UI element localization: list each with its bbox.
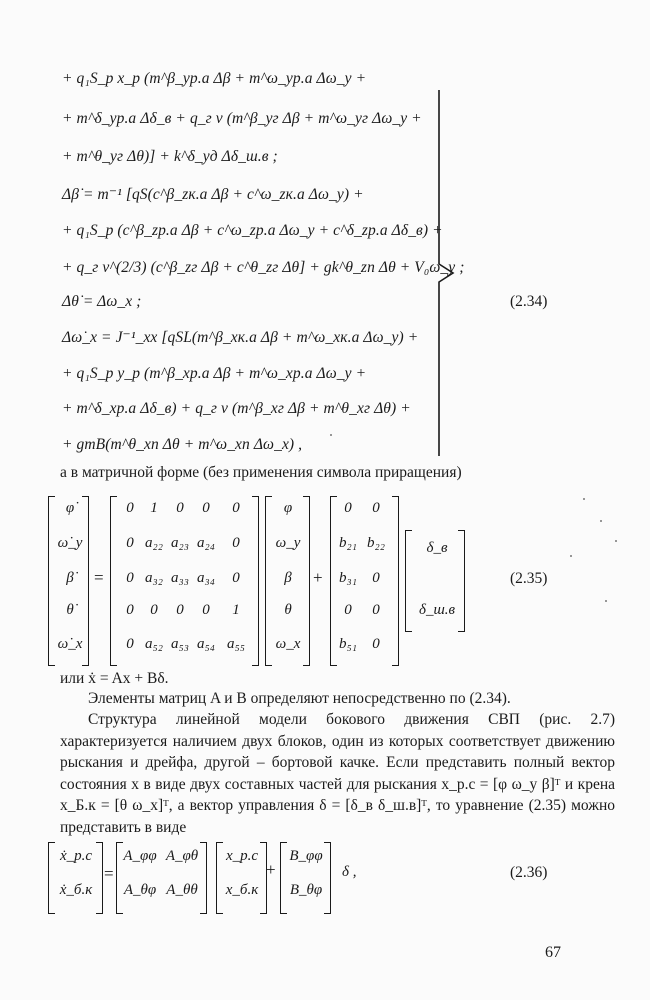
matrix-A-element: 0 [126, 570, 134, 586]
matrix-A-element: a₅₄ [197, 636, 215, 652]
equation-number: (2.36) [510, 864, 548, 881]
equals-sign: = [104, 864, 114, 883]
right-bracket [252, 496, 259, 666]
matrix-A-element: 0 [126, 636, 134, 652]
matrix-B-element: 0 [344, 602, 352, 618]
scan-speck [605, 600, 607, 602]
matrix-A-element: a₅₅ [227, 636, 245, 652]
left-bracket [265, 496, 272, 666]
lhs-element: ẋ_б.к [59, 882, 93, 898]
matrix-intro-text: а в матричной форме (без применения символа приращения) [60, 464, 462, 481]
matrix-A-element: 0 [202, 602, 210, 618]
eq-line: Δθ̇ = Δω_x ; [62, 293, 142, 310]
state-element: φ [283, 500, 293, 516]
matrix-A-element: 0 [232, 570, 240, 586]
control-element: δ_ш.в [418, 602, 456, 618]
scan-speck [570, 555, 572, 557]
matrix-B-element: 0 [344, 500, 352, 516]
matrix-B-element: 0 [372, 636, 380, 652]
lhs-element: ẋ_p.c [59, 848, 93, 864]
control-term: δ , [342, 864, 357, 880]
matrix-A-element: 0 [126, 535, 134, 551]
matrix-A-element: 1 [150, 500, 158, 516]
state-element: x_p.c [225, 848, 259, 864]
block-A-element: A_θθ [166, 882, 198, 898]
matrix-A-element: 0 [150, 602, 158, 618]
eq-line: + q₁S_p (c^β_zp.a Δβ + c^ω_zp.a Δω_y + c^δ_zp.a Δδ_в) + [62, 222, 443, 239]
matrix-A-element: a₂₂ [145, 535, 163, 551]
eq-line: Δω̇_x = J⁻¹_xx [qSL(m^β_xк.a Δβ + m^ω_xк.a Δω_y) + [62, 329, 419, 346]
matrix-A-element: 0 [232, 500, 240, 516]
control-element: δ_в [426, 540, 448, 556]
scan-speck [615, 540, 617, 542]
equation-number: (2.34) [510, 293, 548, 310]
scan-speck [330, 434, 332, 436]
block-A-element: A_φφ [123, 848, 157, 864]
lhs-element: ω̇_x [57, 636, 83, 652]
matrix-A-element: a₂₃ [171, 535, 189, 551]
matrix-B-element: 0 [372, 570, 380, 586]
compact-equation: или ẋ = Ax + Bδ. [60, 670, 169, 687]
equation-2-36 [0, 838, 650, 918]
matrix-B-element: 0 [372, 602, 380, 618]
right-brace [433, 88, 463, 458]
matrix-A-element: 0 [202, 500, 210, 516]
matrix-B-element: 0 [372, 500, 380, 516]
matrix-A-element: 0 [126, 602, 134, 618]
matrix-A-element: 0 [232, 535, 240, 551]
matrix-B-element: b₂₁ [339, 535, 357, 551]
left-bracket [48, 496, 55, 666]
matrix-A-element: a₅₂ [145, 636, 163, 652]
state-element: θ [284, 602, 292, 618]
matrix-A-element: 0 [176, 500, 184, 516]
eq-line: Δβ̇ = m⁻¹ [qS(c^β_zк.a Δβ + c^ω_zк.a Δω_y) + [62, 186, 364, 203]
eq-line: + q_г v^(2/3) (c^β_zг Δβ + c^θ_zг Δθ] + gk^θ_zп Δθ + V₀ω_y ; [62, 259, 465, 276]
paragraph: Структура линейной модели бокового движения СВП (рис. 2.7) характеризуется наличием двух блоков, один из которых соответствует движению рыскания и дрейфа, другой – бортовой качке. Если представить полный вектор состояния x в виде двух составных частей для рыскания x_p.c = [φ ω_y β]ᵀ и крена x_Б.к = [θ ω_x]ᵀ, а вектор управления δ = [δ_в δ_ш.в]ᵀ, то уравнение (2.35) можно представить в виде [60, 711, 615, 836]
matrix-B-element: b₃₁ [339, 570, 357, 586]
eq-line: + m^δ_xp.a Δδ_в) + q_г v (m^β_xг Δβ + m^θ_xг Δθ) + [62, 400, 411, 417]
matrix-B-element: b₅₁ [339, 636, 357, 652]
scan-speck [583, 498, 585, 500]
right-bracket [200, 842, 207, 914]
right-bracket [303, 496, 310, 666]
state-element: ω_x [275, 636, 301, 652]
block-B-element: B_θφ [289, 882, 323, 898]
lhs-element: β̇ [66, 570, 74, 586]
state-element: ω_y [275, 535, 301, 551]
right-bracket [392, 496, 399, 666]
eq-line: + gmB(m^θ_xп Δθ + m^ω_xп Δω_x) , [62, 436, 303, 453]
lhs-element: θ̇ [66, 602, 74, 618]
matrix-A-element: a₃₄ [197, 570, 215, 586]
matrix-A-element: 0 [126, 500, 134, 516]
block-B-element: B_φφ [289, 848, 323, 864]
matrix-A-element: a₅₃ [171, 636, 189, 652]
matrix-A-element: a₂₄ [197, 535, 215, 551]
block-A-element: A_φθ [165, 848, 199, 864]
equation-2-35 [0, 490, 650, 670]
matrix-B-element: b₂₂ [367, 535, 385, 551]
page-number: 67 [545, 944, 561, 961]
eq-line: + m^θ_yг Δθ)] + k^δ_yд Δδ_ш.в ; [62, 148, 278, 165]
left-bracket [405, 530, 412, 632]
eq-line: + m^δ_yp.a Δδ_в + q_г v (m^β_yг Δβ + m^ω_yг Δω_y + [62, 110, 422, 127]
plus-sign: + [313, 568, 323, 587]
equation-number: (2.35) [510, 570, 548, 587]
matrix-A-element: 0 [176, 602, 184, 618]
state-element: x_б.к [225, 882, 259, 898]
lhs-element: ω̇_y [57, 535, 83, 551]
eq-line: + q₁S_p y_p (m^β_xp.a Δβ + m^ω_xp.a Δω_y + [62, 365, 367, 382]
matrix-A-element: a₃₃ [171, 570, 189, 586]
lhs-element: φ̇ [65, 500, 75, 516]
eq-line: + q₁S_p x_p (m^β_yp.a Δβ + m^ω_yp.a Δω_y + [62, 70, 367, 87]
equals-sign: = [94, 568, 104, 587]
plus-sign: + [266, 860, 276, 879]
block-A-element: A_θφ [123, 882, 157, 898]
scan-speck [600, 520, 602, 522]
paragraph: Элементы матриц A и B определяют непосредственно по (2.34). [88, 690, 511, 707]
matrix-A-element: a₃₂ [145, 570, 163, 586]
matrix-A-element: 1 [232, 602, 240, 618]
state-element: β [284, 570, 292, 586]
